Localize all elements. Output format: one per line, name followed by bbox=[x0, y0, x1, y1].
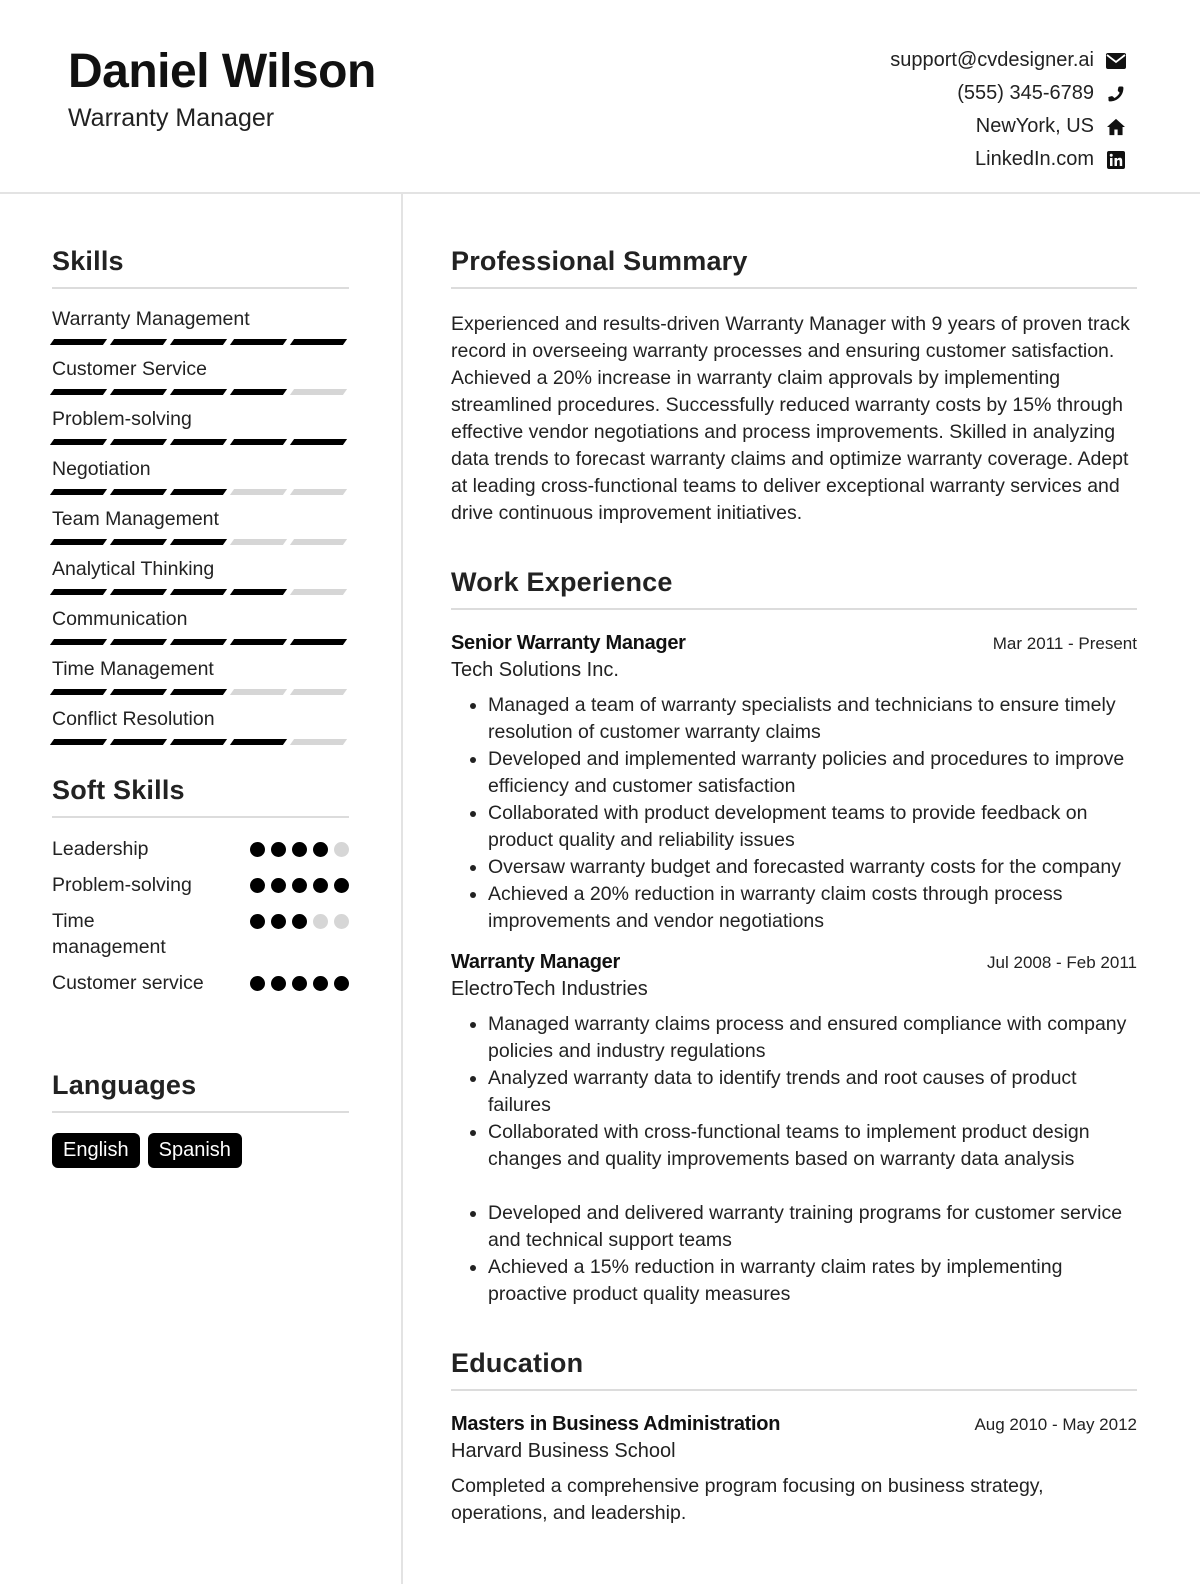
contact-phone[interactable] bbox=[706, 77, 1126, 110]
soft-skill-name: Customer service bbox=[52, 972, 204, 994]
rating-dot bbox=[334, 914, 349, 929]
job-bullet: • Analyzed warranty data to identify trends and root causes of product failures bbox=[488, 1065, 1137, 1119]
rating-dot bbox=[292, 842, 307, 857]
skill-level-bar bbox=[52, 739, 349, 745]
summary-text: Experienced and results-driven Warranty Manager with 9 years of proven track record in overseeing warranty processes and ensuring customer satisfaction. Achieved a 20% increase in warranty claim approvals by implementing streamlined procedures. Successfully reduced warranty costs by 15% through effective vendor negotiations and process improvements. Skilled in analyzing data trends to forecast warranty claims and optimize warranty coverage. Adept at leading cross-functional teams to deliver exceptional warranty services and drive continuous improvement initiatives. bbox=[451, 313, 1130, 524]
skill-name: Team Management bbox=[52, 508, 219, 530]
skills-list bbox=[52, 307, 349, 757]
skill-level-segment bbox=[50, 689, 107, 695]
skill-level-segment bbox=[50, 489, 107, 495]
skill-level-segment bbox=[170, 689, 227, 695]
rating-dot bbox=[334, 842, 349, 857]
skill-name: Warranty Management bbox=[52, 308, 250, 330]
job-bullet: • Collaborated with product development teams to provide feedback on product quality and reliability issues bbox=[488, 800, 1137, 854]
skill-level-segment bbox=[110, 539, 167, 545]
education-description: Completed a comprehensive program focusing on business strategy, operations, and leadership. bbox=[451, 1475, 1044, 1524]
skill-level-segment bbox=[170, 589, 227, 595]
rating-dot bbox=[313, 842, 328, 857]
rating-dot bbox=[250, 878, 265, 893]
skill-level-segment bbox=[230, 539, 287, 545]
phone-icon bbox=[1106, 84, 1126, 104]
skill-level-segment bbox=[110, 739, 167, 745]
contact-phone-text[interactable]: (555) 345-6789 bbox=[957, 82, 1094, 104]
contact-location-text: NewYork, US bbox=[975, 115, 1094, 137]
soft-skill-name: Time management bbox=[52, 910, 166, 958]
skill-level-segment bbox=[50, 439, 107, 445]
job-entry bbox=[451, 951, 1137, 1308]
skill-name: Time Management bbox=[52, 658, 214, 680]
education-school: Harvard Business School bbox=[451, 1440, 676, 1462]
skill-level-segment bbox=[230, 739, 287, 745]
skill-level-segment bbox=[170, 539, 227, 545]
skill-item bbox=[52, 557, 349, 607]
skill-level-segment bbox=[110, 339, 167, 345]
soft-skill-rating bbox=[250, 878, 349, 893]
rating-dot bbox=[313, 976, 328, 991]
skill-level-segment bbox=[230, 639, 287, 645]
job-bullet: • Oversaw warranty budget and forecasted warranty costs for the company bbox=[488, 854, 1137, 881]
skill-name: Problem-solving bbox=[52, 408, 192, 430]
soft-skills-title: Soft Skills bbox=[52, 775, 349, 818]
column-divider bbox=[401, 194, 403, 1584]
skill-level-bar bbox=[52, 389, 349, 395]
skill-level-segment bbox=[170, 639, 227, 645]
skill-name: Negotiation bbox=[52, 458, 151, 480]
skill-level-bar bbox=[52, 539, 349, 545]
envelope-icon bbox=[1106, 51, 1126, 71]
rating-dot bbox=[334, 878, 349, 893]
job-bullet: • Developed and delivered warranty training programs for customer service and technical support teams bbox=[488, 1200, 1137, 1254]
skill-level-segment bbox=[50, 589, 107, 595]
skill-level-segment bbox=[50, 639, 107, 645]
skills-title: Skills bbox=[52, 246, 349, 289]
rating-dot bbox=[250, 914, 265, 929]
job-bullets bbox=[451, 692, 1137, 935]
skill-level-segment bbox=[290, 389, 347, 395]
rating-dot bbox=[271, 914, 286, 929]
job-bullet: • Developed and implemented warranty policies and procedures to improve efficiency and customer satisfaction bbox=[488, 746, 1137, 800]
skill-item bbox=[52, 607, 349, 657]
rating-dot bbox=[250, 976, 265, 991]
skill-level-segment bbox=[290, 339, 347, 345]
home-icon bbox=[1106, 117, 1126, 137]
soft-skill-name: Problem-solving bbox=[52, 874, 192, 896]
soft-skill-item bbox=[52, 872, 349, 898]
skill-level-segment bbox=[230, 439, 287, 445]
skill-item bbox=[52, 357, 349, 407]
skill-item bbox=[52, 707, 349, 757]
skill-level-segment bbox=[290, 739, 347, 745]
skill-level-segment bbox=[230, 339, 287, 345]
job-bullet: • Achieved a 20% reduction in warranty claim costs through process improvements and vendor negotiations bbox=[488, 881, 1137, 935]
skill-level-segment bbox=[290, 589, 347, 595]
job-bullet: • Achieved a 15% reduction in warranty claim rates by implementing proactive product quality measures bbox=[488, 1254, 1137, 1308]
experience-title: Work Experience bbox=[451, 567, 1137, 610]
rating-dot bbox=[334, 976, 349, 991]
skill-level-segment bbox=[230, 489, 287, 495]
job-date: Jul 2008 - Feb 2011 bbox=[987, 953, 1137, 972]
skill-level-bar bbox=[52, 689, 349, 695]
skill-level-segment bbox=[290, 639, 347, 645]
job-bullet: • Managed a team of warranty specialists and technicians to ensure timely resolution of customer warranty claims bbox=[488, 692, 1137, 746]
language-badge: Spanish bbox=[148, 1133, 242, 1168]
skill-level-segment bbox=[110, 589, 167, 595]
rating-dot bbox=[292, 878, 307, 893]
skill-level-bar bbox=[52, 589, 349, 595]
job-bullet: • Managed warranty claims process and ensured compliance with company policies and industry regulations bbox=[488, 1011, 1137, 1065]
summary-title: Professional Summary bbox=[451, 246, 1137, 289]
rating-dot bbox=[271, 842, 286, 857]
skill-level-segment bbox=[50, 539, 107, 545]
rating-dot bbox=[292, 914, 307, 929]
right-column bbox=[451, 246, 1137, 1527]
skill-level-segment bbox=[50, 339, 107, 345]
skill-name: Conflict Resolution bbox=[52, 708, 215, 730]
job-entry bbox=[451, 632, 1137, 935]
education-title: Education bbox=[451, 1348, 1137, 1391]
skill-item bbox=[52, 407, 349, 457]
soft-skill-item bbox=[52, 970, 349, 996]
soft-skill-rating bbox=[250, 976, 349, 991]
education-degree: Masters in Business Administration bbox=[451, 1413, 781, 1435]
soft-skill-item bbox=[52, 836, 349, 862]
education-entry bbox=[451, 1413, 1137, 1527]
skill-level-segment bbox=[290, 439, 347, 445]
skill-level-segment bbox=[230, 689, 287, 695]
skill-name: Customer Service bbox=[52, 358, 207, 380]
contact-email-text[interactable]: support@cvdesigner.ai bbox=[890, 49, 1094, 71]
skill-level-segment bbox=[170, 439, 227, 445]
contact-list bbox=[706, 44, 1126, 176]
skill-item bbox=[52, 657, 349, 707]
rating-dot bbox=[271, 878, 286, 893]
rating-dot bbox=[313, 914, 328, 929]
rating-dot bbox=[292, 976, 307, 991]
skill-level-segment bbox=[170, 339, 227, 345]
contact-location bbox=[706, 110, 1126, 143]
skill-name: Analytical Thinking bbox=[52, 558, 215, 580]
skill-level-segment bbox=[110, 389, 167, 395]
skill-level-segment bbox=[230, 389, 287, 395]
skill-level-segment bbox=[290, 489, 347, 495]
candidate-role: Warranty Manager bbox=[68, 104, 275, 132]
soft-skill-rating bbox=[250, 914, 349, 929]
skill-level-segment bbox=[110, 639, 167, 645]
soft-skill-name: Leadership bbox=[52, 838, 149, 860]
contact-email[interactable] bbox=[706, 44, 1126, 77]
skill-item bbox=[52, 307, 349, 357]
skill-level-segment bbox=[170, 489, 227, 495]
candidate-name: Daniel Wilson bbox=[68, 45, 376, 98]
skill-level-segment bbox=[110, 689, 167, 695]
skill-level-bar bbox=[52, 489, 349, 495]
rating-dot bbox=[313, 878, 328, 893]
skill-name: Communication bbox=[52, 608, 188, 630]
job-company: ElectroTech Industries bbox=[451, 978, 648, 1000]
soft-skill-rating bbox=[250, 842, 349, 857]
job-date: Mar 2011 - Present bbox=[992, 634, 1137, 653]
education-date: Aug 2010 - May 2012 bbox=[974, 1415, 1137, 1434]
contact-linkedin[interactable] bbox=[706, 143, 1126, 176]
skill-level-segment bbox=[110, 439, 167, 445]
resume-header bbox=[0, 0, 1200, 194]
contact-linkedin-text[interactable]: LinkedIn.com bbox=[975, 148, 1094, 170]
soft-skills-list bbox=[52, 836, 349, 996]
skill-level-segment bbox=[110, 489, 167, 495]
job-bullets bbox=[451, 1011, 1137, 1308]
left-column bbox=[52, 246, 349, 1168]
job-title: Warranty Manager bbox=[451, 951, 620, 973]
skill-item bbox=[52, 507, 349, 557]
soft-skill-item bbox=[52, 908, 349, 960]
skill-level-segment bbox=[50, 389, 107, 395]
language-badge: English bbox=[52, 1133, 140, 1168]
languages-title: Languages bbox=[52, 1070, 349, 1113]
skill-level-bar bbox=[52, 639, 349, 645]
skill-level-segment bbox=[290, 539, 347, 545]
skill-level-segment bbox=[170, 739, 227, 745]
rating-dot bbox=[250, 842, 265, 857]
linkedin-icon bbox=[1106, 150, 1126, 170]
skill-item bbox=[52, 457, 349, 507]
skill-level-segment bbox=[230, 589, 287, 595]
skill-level-segment bbox=[50, 739, 107, 745]
job-company: Tech Solutions Inc. bbox=[451, 659, 619, 681]
job-bullet: • Collaborated with cross-functional teams to implement product design changes and quality improvements based on warranty data analysis bbox=[488, 1119, 1137, 1173]
skill-level-bar bbox=[52, 439, 349, 445]
skill-level-segment bbox=[290, 689, 347, 695]
rating-dot bbox=[271, 976, 286, 991]
job-title: Senior Warranty Manager bbox=[451, 632, 686, 654]
skill-level-segment bbox=[170, 389, 227, 395]
languages-list bbox=[52, 1133, 349, 1168]
skill-level-bar bbox=[52, 339, 349, 345]
